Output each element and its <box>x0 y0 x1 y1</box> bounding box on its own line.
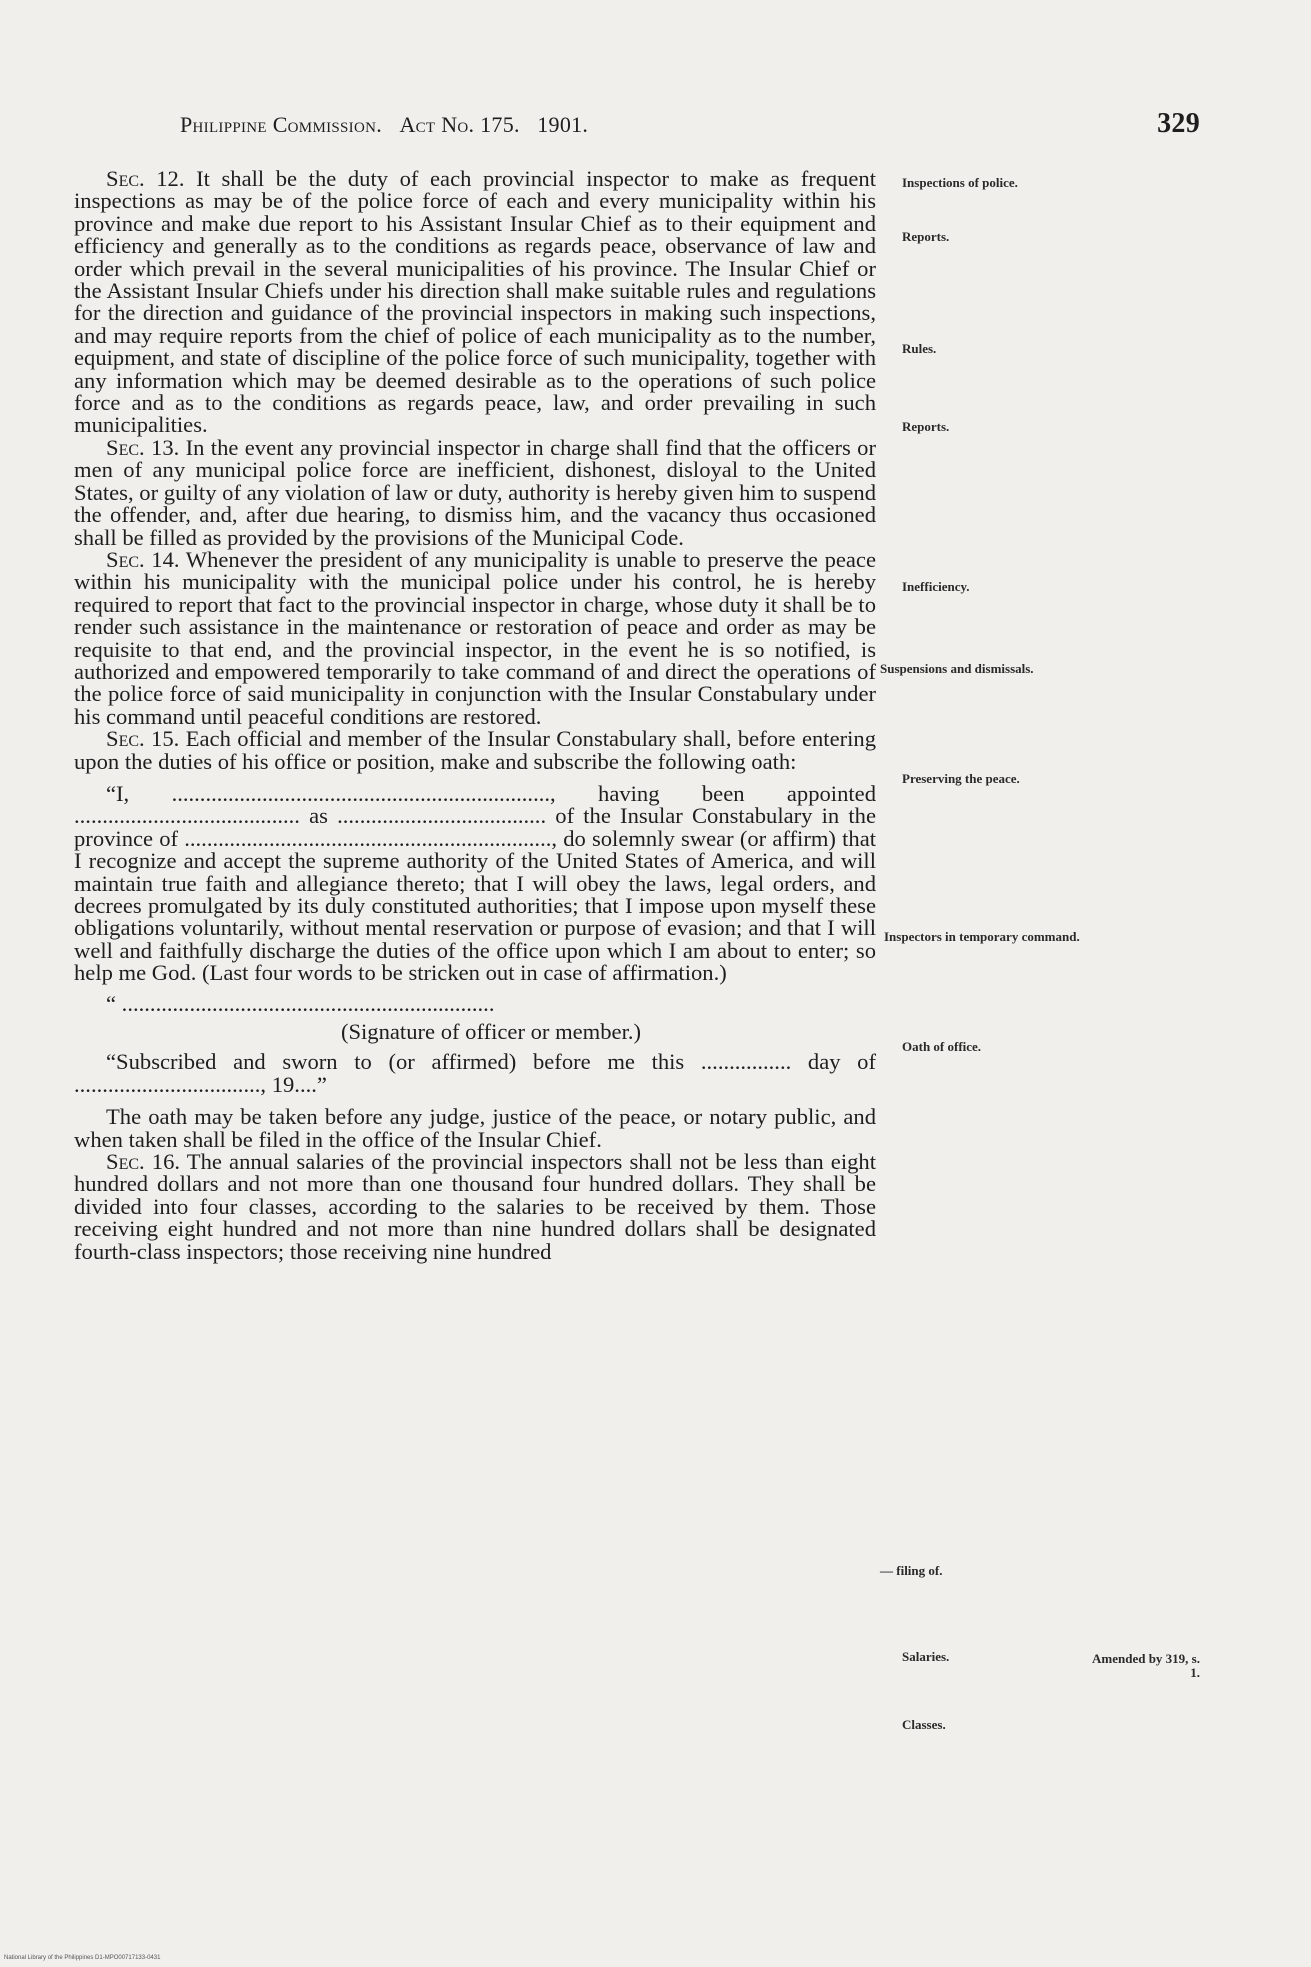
signature-line: “ .................................................................. <box>106 990 495 1016</box>
subscribed-line: “Subscribed and sworn to (or affirmed) before me this ................ day of ................................., 19....” <box>74 1049 876 1097</box>
oath-filing-text: The oath may be taken before any judge, justice of the peace, or notary public, and when taken shall be filed in the office of the Insular Chief. <box>74 1104 876 1152</box>
section-label: Sec. 13. <box>106 434 180 460</box>
margin-note: Rules. <box>902 341 937 356</box>
margin-note: Salaries. <box>902 1649 950 1664</box>
amended-note: Amended by 319, s. 1. <box>1092 1651 1200 1680</box>
margin-note: Inspections of police. <box>902 175 1018 190</box>
oath-text: “I, ..................................................................., having been appointed ........................................ as ..................................... of the Insular Constabulary in the province of ................................................................., do solemnly swear (or affirm) that I recognize and accept the supreme authority of the United States of America, and will maintain true faith and allegiance thereto; that I will obey the laws, legal orders, and decrees promulgated by its duly constituted authorities; that I impose upon myself these obligations voluntarily, without mental reservation or purpose of evasion; and that I will well and faithfully discharge the duties of the office upon which I am about to enter; so help me God. (Last four words to be stricken out in case of affirmation.) <box>74 780 876 986</box>
margin-note: Suspensions and dismissals. <box>880 661 1034 676</box>
scan-footer: National Library of the Philippines D1-MPO00717133-0431 <box>4 1955 161 1961</box>
margin-note: Reports. <box>902 419 950 434</box>
section-text: The annual salaries of the provincial inspectors shall not be less than eight hundred dollars and not more than one thousand four hundred dollars. They shall be divided into four classes, according to the salaries to be received by them. Those receiving eight hundred and not more than nine hundred dollars shall be designated fourth-class inspectors; those receiving nine hundred <box>74 1149 876 1264</box>
body-text <box>74 168 876 1263</box>
section-label: Sec. 16. <box>106 1149 181 1175</box>
section-14 <box>74 546 876 729</box>
section-text: It shall be the duty of each provincial inspector to make as frequent inspections as may be of the police force of each and every municipality within his province and make due report to his Assistant Insular Chief as to their equipment and efficiency and generally as to the conditions as regards peace, observance of law and order which prevail in the several municipalities of his province. The Insular Chief or the Assistant Insular Chiefs under his direction shall make suitable rules and regulations for the direction and guidance of the provincial inspectors in making such inspections, and may require reports from the chief of police of each municipality as to the number, equipment, and state of discipline of the police force of such municipality, together with any information which may be deemed desirable as to the operations of such police force and as to the conditions as regards peace, law, and order prevailing in such municipalities. <box>74 166 876 438</box>
margin-note: — filing of. <box>880 1563 943 1578</box>
section-text: In the event any provincial inspector in charge shall find that the officers or men of any municipal police force are inefficient, dishonest, disloyal to the United States, or guilty of any violation of law or duty, authority is hereby given him to suspend the offender, and, after due hearing, to dismiss him, and the vacancy thus occasioned shall be filled as provided by the provisions of the Municipal Code. <box>74 434 876 550</box>
section-label: Sec. 14. <box>106 546 180 572</box>
signature-caption: (Signature of officer or member.) <box>340 1019 642 1045</box>
section-text: Each official and member of the Insular Constabulary shall, before entering upon the duties of his office or position, make and subscribe the following oath: <box>74 726 876 774</box>
section-label: Sec. 12. <box>106 166 185 191</box>
section-text: Whenever the president of any municipality is unable to preserve the peace within his municipality with the municipal police under his control, he is hereby required to report that fact to the provincial inspector in charge, whose duty it shall be to render such assistance in the maintenance or restoration of peace and order as may be requisite to that end, and the provincial inspector, in the event he is so notified, is authorized and empowered temporarily to take command of and direct the operations of the police force of said municipality in conjunction with the Insular Constabulary under his command until peaceful conditions are restored. <box>74 546 876 729</box>
margin-note: Inefficiency. <box>902 579 970 594</box>
page-header <box>180 108 1200 152</box>
margin-note: Inspectors in temporary command. <box>884 929 1080 944</box>
margin-note: Reports. <box>902 229 950 244</box>
section-15 <box>74 728 876 773</box>
margin-note: Oath of office. <box>902 1039 982 1054</box>
running-title: Philippine Commission. Act No. 175. 1901. <box>180 112 589 137</box>
margin-note: Preserving the peace. <box>902 771 1020 786</box>
section-label: Sec. 15. <box>106 726 180 752</box>
section-12 <box>74 168 876 437</box>
section-16 <box>74 1151 876 1263</box>
section-13 <box>74 434 876 550</box>
page-number: 329 <box>1157 108 1200 139</box>
margin-note: Classes. <box>902 1717 946 1732</box>
